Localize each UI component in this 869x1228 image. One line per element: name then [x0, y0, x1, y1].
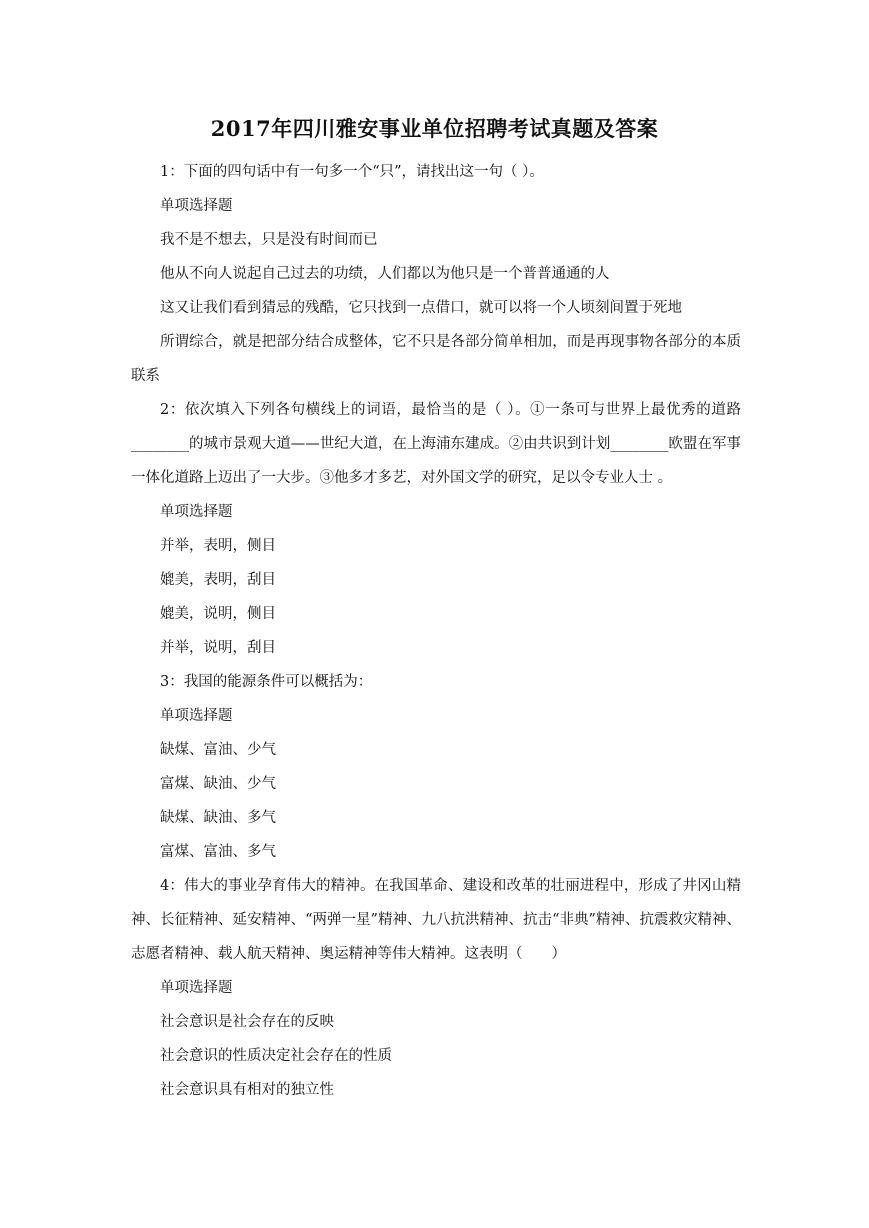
document-title: 2017年四川雅安事业单位招聘考试真题及答案: [210, 116, 659, 141]
question-4-text: 4：伟大的事业孕育伟大的精神。在我国革命、建设和改革的壮丽进程中，形成了井冈山精神、长征精神、延安精神、“两弹一星”精神、九八抗洪精神、抗击“非典”精神、抗震救灾精神、志愿者精神、载人航天精神、奥运精神等伟大精神。这表明（ ）: [131, 878, 741, 962]
question-3-type: 单项选择题: [160, 708, 233, 724]
question-3-text: 3：我国的能源条件可以概括为：: [160, 674, 373, 690]
question-4-type: 单项选择题: [160, 980, 233, 996]
question-2-text: 2：依次填入下列各句横线上的词语，最恰当的是（ ）。①一条可与世界上最优秀的道路________的城市景观大道——世纪大道，在上海浦东建成。②由共识到计划________欧盟在军事一体化道路上迈出了一大步。③他多才多艺，对外国文学的研究，足以令专业人士 。: [131, 402, 741, 486]
question-2-option-b: 媲美，表明，刮目: [160, 572, 276, 588]
question-3-option-c: 缺煤、缺油、多气: [160, 810, 276, 826]
question-1-option-b: 他从不向人说起自己过去的功绩，人们都以为他只是一个普普通通的人: [160, 266, 610, 282]
question-1-option-d: 所谓综合，就是把部分结合成整体，它不只是各部分简单相加，而是再现事物各部分的本质联系: [131, 334, 741, 384]
question-2-option-c: 媲美，说明，侧目: [160, 606, 276, 622]
question-2-type: 单项选择题: [160, 504, 233, 520]
question-3-option-b: 富煤、缺油、少气: [160, 776, 276, 792]
document-body: [131, 155, 741, 1107]
question-1-option-c: 这又让我们看到猜忌的残酷，它只找到一点借口，就可以将一个人顷刻间置于死地: [160, 300, 682, 316]
question-4-option-a: 社会意识是社会存在的反映: [160, 1014, 334, 1030]
question-2-option-d: 并举，说明，刮目: [160, 640, 276, 656]
question-3-option-a: 缺煤、富油、少气: [160, 742, 276, 758]
question-1-text: 1：下面的四句话中有一句多一个“只”，请找出这一句（ ）。: [160, 164, 544, 180]
question-4-option-c: 社会意识具有相对的独立性: [160, 1082, 334, 1098]
question-1-option-a: 我不是不想去，只是没有时间而已: [160, 232, 378, 248]
question-3-option-d: 富煤、富油、多气: [160, 844, 276, 860]
question-1-type: 单项选择题: [160, 198, 233, 214]
question-4-option-b: 社会意识的性质决定社会存在的性质: [160, 1048, 392, 1064]
question-2-option-a: 并举，表明，侧目: [160, 538, 276, 554]
